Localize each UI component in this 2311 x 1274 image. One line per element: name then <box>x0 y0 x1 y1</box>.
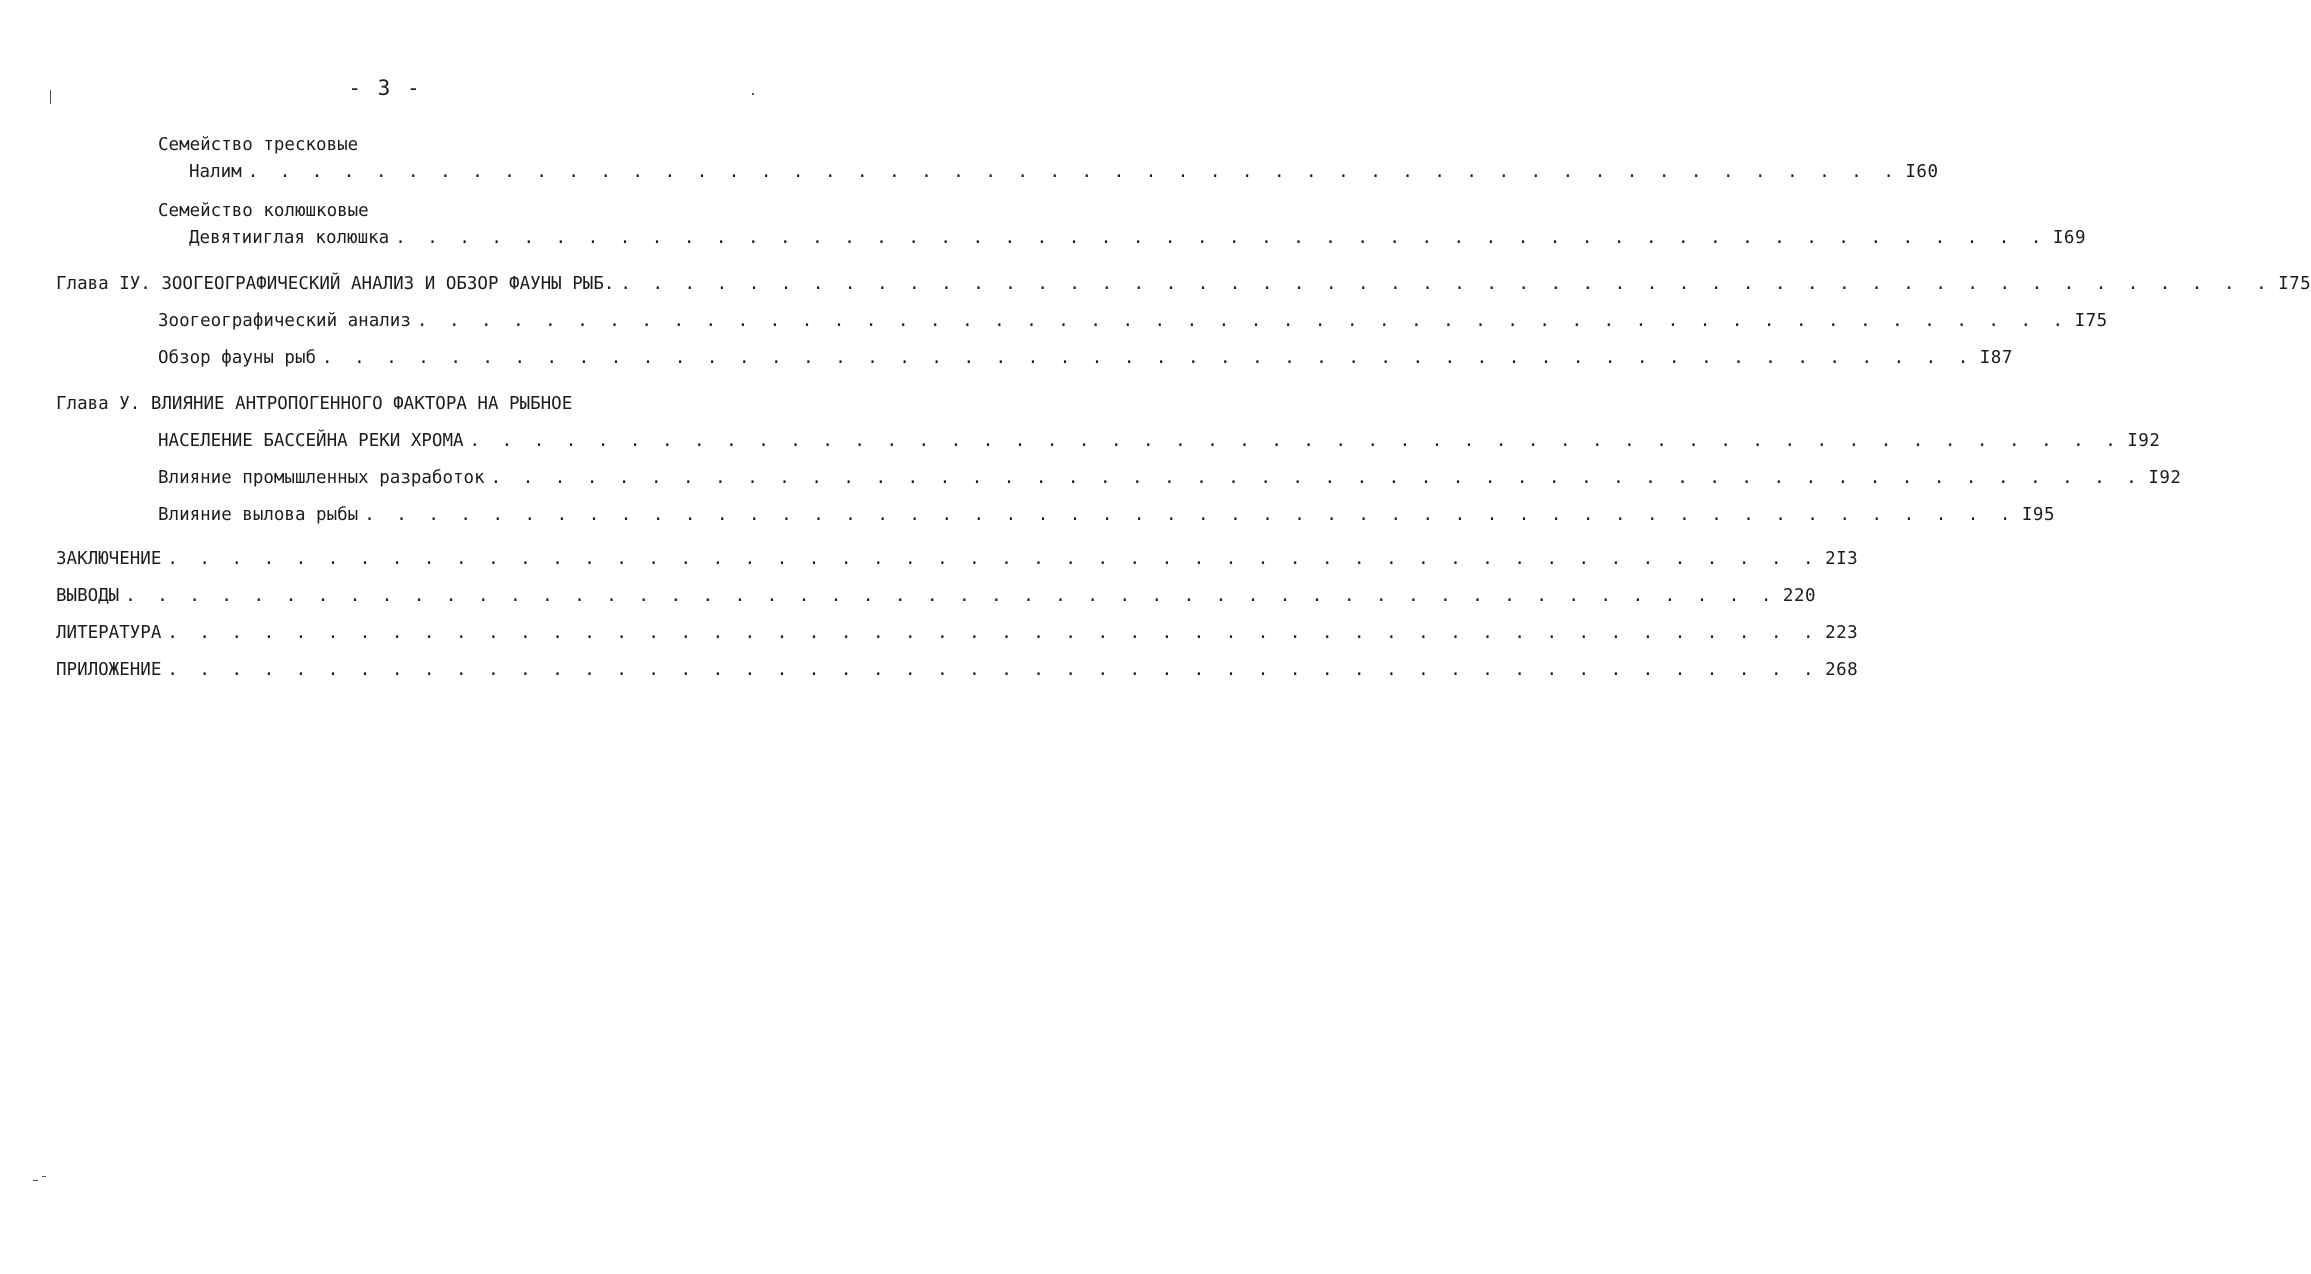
toc-entry-text: ПРИЛОЖЕНИЕ <box>56 660 162 680</box>
toc-page-number: 268 <box>1825 660 1859 680</box>
scan-mark <box>33 1180 38 1181</box>
toc-entry-text: ВЫВОДЫ <box>56 586 120 606</box>
toc-entry-text: ЛИТЕРАТУРА <box>56 623 162 643</box>
toc-page-number: I75 <box>2278 274 2311 294</box>
dot-leader: . . . . . . . . . . . . . . . . . . . . . . . . . . . . . . . . . . . . . . . . . . . . . . . . . . . . <box>490 468 2143 488</box>
toc-entry-text: ЗАКЛЮЧЕНИЕ <box>56 549 162 569</box>
toc-entry-ninespine-stickleback <box>189 226 2086 250</box>
dot-leader: . . . . . . . . . . . . . . . . . . . . . . . . . . . . . . . . . . . . . . . . . . . . . . . . . . . . <box>125 586 1777 606</box>
dot-leader: . . . . . . . . . . . . . . . . . . . . . . . . . . . . . . . . . . . . . . . . . . . . . . . . . . . . <box>247 162 1900 182</box>
section-heading-family-stickleback: Семейство колюшковые <box>158 201 369 221</box>
toc-page-number: I60 <box>1905 162 1939 182</box>
toc-page-number: I87 <box>1979 348 2013 368</box>
section-heading-family-cod: Семейство тресковые <box>158 135 359 155</box>
chapter-title-continued: НАСЕЛЕНИЕ БАССЕЙНА РЕКИ ХРОМА <box>158 431 464 451</box>
dot-leader: . . . . . . . . . . . . . . . . . . . . . . . . . . . . . . . . . . . . . . . . . . . . . . . . . . . . <box>167 549 1820 569</box>
chapter-title: Глава У. ВЛИЯНИЕ АНТРОПОГЕННОГО ФАКТОРА НА РЫБНОЕ <box>56 394 573 414</box>
dot-leader: . . . . . . . . . . . . . . . . . . . . . . . . . . . . . . . . . . . . . . . . . . . . . . . . . . . . <box>322 348 1974 368</box>
toc-entry-text: Влияние вылова рыбы <box>158 505 359 525</box>
toc-page-number: I95 <box>2021 505 2055 525</box>
toc-entry-text: Налим <box>189 162 242 182</box>
toc-entry-literature <box>56 621 1859 645</box>
toc-entry-appendix <box>56 658 1859 682</box>
toc-page-number: I92 <box>2148 468 2182 488</box>
toc-entry-text: Влияние промышленных разработок <box>158 468 485 488</box>
toc-entry-fishing-impact <box>158 503 2055 527</box>
dot-leader: . . . . . . . . . . . . . . . . . . . . . . . . . . . . . . . . . . . . . . . . . . . . . . . . . . . . <box>395 228 2047 248</box>
dot-leader: . . . . . . . . . . . . . . . . . . . . . . . . . . . . . . . . . . . . . . . . . . . . . . . . . . . . <box>469 431 2122 451</box>
toc-page-number: 223 <box>1825 623 1859 643</box>
page-number: - 3 - <box>348 76 422 100</box>
toc-page-number: 2I3 <box>1825 549 1859 569</box>
toc-page-number: I69 <box>2052 228 2086 248</box>
toc-entry-chapter-4 <box>56 272 2311 296</box>
toc-entry-conclusion <box>56 547 1859 571</box>
dot-leader: . . . . . . . . . . . . . . . . . . . . . . . . . . . . . . . . . . . . . . . . . . . . . . . . . . . . <box>167 623 1820 643</box>
toc-page-number: I92 <box>2127 431 2161 451</box>
toc-entry-fish-fauna-review <box>158 346 2013 370</box>
toc-page-number: 220 <box>1782 586 1817 606</box>
toc-entry-burbot <box>189 160 1939 184</box>
dot-leader: . . . . . . . . . . . . . . . . . . . . . . . . . . . . . . . . . . . . . . . . . . . . . . . . . . . . <box>416 311 2069 331</box>
dot-leader: . . . . . . . . . . . . . . . . . . . . . . . . . . . . . . . . . . . . . . . . . . . . . . . . . . . . <box>364 505 2016 525</box>
toc-entry-text: Обзор фауны рыб <box>158 348 317 368</box>
toc-entry-text: Зоогеографический анализ <box>158 311 411 331</box>
dot-leader: . . . . . . . . . . . . . . . . . . . . . . . . . . . . . . . . . . . . . . . . . . . . . . . . . . . . <box>620 274 2273 294</box>
toc-entry-text: Девятииглая колюшка <box>189 228 390 248</box>
toc-page-number: I75 <box>2074 311 2108 331</box>
toc-entry-chapter-5 <box>158 429 2161 453</box>
toc-entry-findings <box>56 584 1817 608</box>
chapter-title: Глава IУ. ЗООГЕОГРАФИЧЕСКИЙ АНАЛИЗ И ОБЗОР ФАУНЫ РЫБ. <box>56 274 615 294</box>
toc-entry-industrial-development <box>158 466 2182 490</box>
scan-mark <box>42 1176 46 1177</box>
scan-mark <box>752 93 754 95</box>
dot-leader: . . . . . . . . . . . . . . . . . . . . . . . . . . . . . . . . . . . . . . . . . . . . . . . . . . . . <box>167 660 1820 680</box>
scan-mark <box>50 90 51 104</box>
toc-entry-zoogeographic-analysis <box>158 309 2108 333</box>
